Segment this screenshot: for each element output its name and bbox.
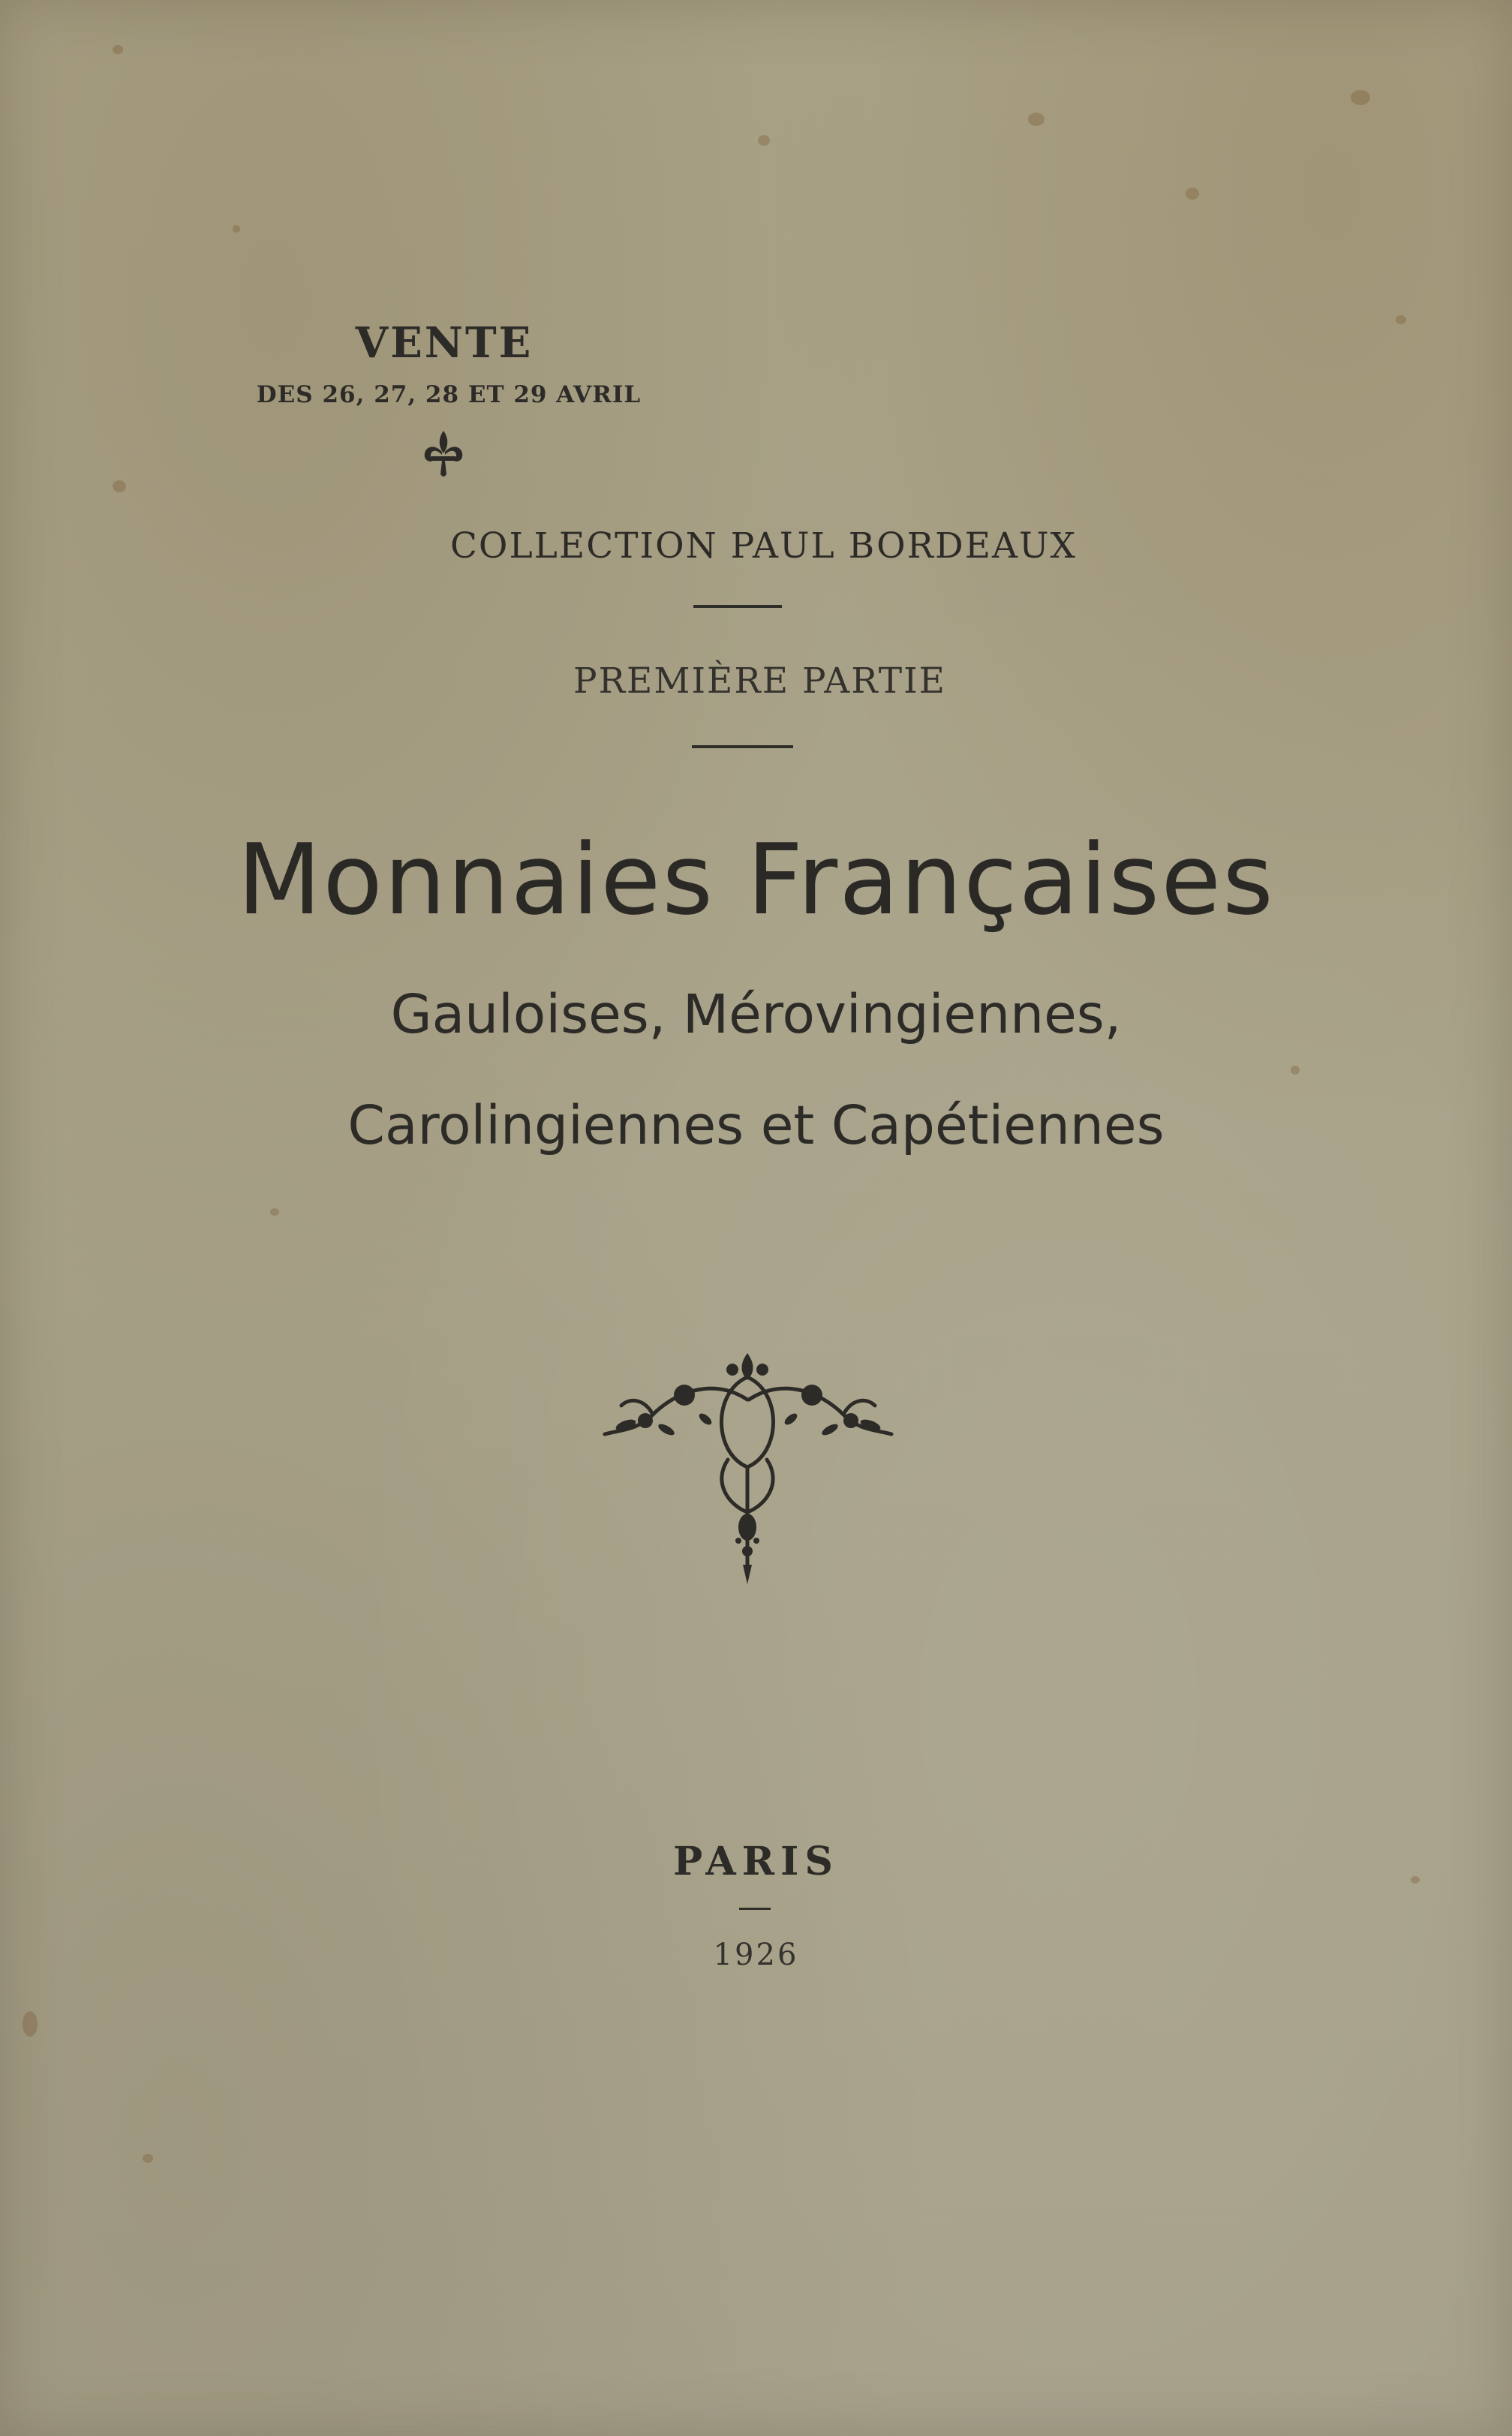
floral-vignette-ornament	[600, 1347, 896, 1587]
sale-heading: VENTE	[355, 318, 534, 368]
main-title: Monnaies Françaises	[237, 823, 1275, 937]
divider-rule	[693, 605, 782, 608]
foxing-spot	[758, 135, 770, 146]
imprint-city: PARIS	[673, 1839, 839, 1884]
imprint-year: 1926	[713, 1938, 799, 1972]
divider-rule	[692, 745, 793, 748]
part-label: PREMIÈRE PARTIE	[573, 660, 946, 702]
foxing-spot	[113, 480, 126, 492]
subtitle-line-1: Gauloises, Mérovingiennes,	[390, 983, 1122, 1045]
foxing-spot	[1351, 90, 1370, 105]
subtitle-line-2: Carolingiennes et Capétiennes	[347, 1094, 1165, 1156]
fleur-de-lis-icon	[420, 429, 467, 479]
foxing-spot	[270, 1208, 279, 1216]
foxing-spot	[1396, 315, 1406, 324]
foxing-spot	[113, 45, 123, 54]
foxing-spot	[1186, 188, 1199, 200]
divider-rule	[739, 1908, 771, 1910]
foxing-spot	[23, 2011, 38, 2037]
foxing-spot	[143, 2154, 153, 2163]
foxing-spot	[1291, 1066, 1300, 1075]
foxing-spot	[1028, 113, 1045, 126]
sale-dates: DES 26, 27, 28 ET 29 AVRIL	[256, 381, 642, 408]
collection-name: COLLECTION PAUL BORDEAUX	[449, 525, 1078, 567]
foxing-spot	[233, 225, 240, 233]
